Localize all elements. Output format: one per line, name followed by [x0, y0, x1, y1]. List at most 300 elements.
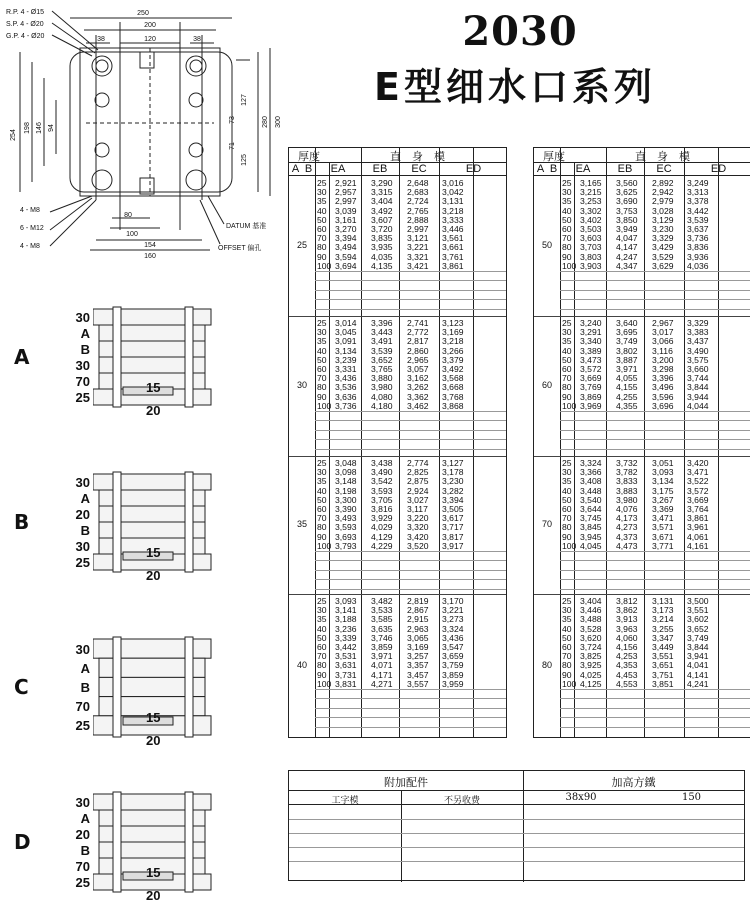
gp-label: G.P. 4 - Ø20 — [6, 33, 45, 40]
cell-eb: 4,080 — [371, 391, 393, 402]
dim-80: 80 — [124, 212, 132, 219]
cell-ed: 3,446 — [442, 224, 464, 234]
thickness-a-value: 60 — [541, 380, 552, 390]
cell-ea: 3,620 — [580, 632, 602, 643]
cell-ea: 3,969 — [580, 400, 602, 411]
dim-20: 20 — [146, 403, 161, 418]
col-header-ea: EA — [330, 163, 346, 175]
cell-ed: 3,736 — [687, 233, 709, 244]
plate-dimension: 30 — [75, 475, 90, 490]
price-row — [315, 262, 506, 271]
cell-eb: 4,229 — [371, 540, 393, 551]
cell-eb: 4,156 — [616, 642, 638, 652]
cell-eb: 3,887 — [616, 354, 638, 365]
plate-dimension: 20 — [75, 507, 90, 522]
cell-b: 35 — [317, 196, 327, 207]
cell-ed: 3,492 — [442, 364, 464, 374]
cell-ec: 2,819 — [407, 596, 429, 606]
cell-ea: 3,473 — [580, 354, 602, 365]
cell-ed: 3,717 — [442, 522, 464, 533]
cell-ed: 3,561 — [442, 233, 464, 244]
cell-ed: 3,282 — [442, 485, 464, 496]
plate-dimension: 30 — [75, 358, 90, 373]
cell-b: 35 — [317, 614, 327, 625]
cell-eb: 3,935 — [371, 242, 393, 253]
series-title: E型细水口系列 — [374, 65, 656, 109]
acc-height: 150 — [681, 792, 702, 803]
cell-ec: 2,867 — [407, 605, 429, 616]
cell-ec: 3,369 — [652, 504, 674, 514]
cell-b: 40 — [317, 345, 327, 356]
cell-eb: 3,443 — [371, 327, 393, 338]
dim-300: 300 — [275, 116, 282, 128]
cell-ea: 4,025 — [580, 669, 602, 680]
cell-ec: 2,774 — [407, 458, 429, 468]
cell-ed: 3,218 — [442, 205, 464, 216]
cell-ea: 3,803 — [580, 251, 602, 262]
cell-b: 90 — [562, 251, 572, 262]
cell-b: 60 — [562, 504, 572, 514]
cell-ec: 3,057 — [407, 364, 429, 374]
cell-ed: 4,241 — [687, 678, 709, 689]
cell-eb: 3,746 — [371, 632, 393, 643]
cell-ed: 3,505 — [442, 504, 464, 514]
plate-plan-drawing — [0, 0, 290, 260]
cell-eb: 3,652 — [371, 354, 393, 365]
body-mold-header: 直 身 模 — [635, 151, 690, 163]
cell-ed: 3,436 — [442, 632, 464, 643]
cell-ec: 3,255 — [652, 623, 674, 634]
cell-ea: 3,503 — [580, 224, 602, 234]
cell-ea: 3,239 — [335, 354, 357, 365]
cell-ec: 3,449 — [652, 642, 674, 652]
cell-ec: 3,162 — [407, 373, 429, 384]
cell-b: 80 — [562, 522, 572, 533]
cell-eb: 4,129 — [371, 531, 393, 542]
cell-b: 70 — [562, 233, 572, 244]
mold-side-view — [93, 790, 243, 900]
cell-ed: 3,394 — [442, 494, 464, 505]
cell-ea: 3,869 — [580, 391, 602, 402]
plate-dimension: 25 — [75, 390, 90, 405]
cell-ed: 3,539 — [687, 214, 709, 225]
cell-b: 70 — [562, 513, 572, 524]
cell-eb: 4,273 — [616, 522, 638, 533]
cell-ea: 3,253 — [580, 196, 602, 207]
body-mold-header: 直 身 模 — [390, 151, 445, 163]
cell-b: 25 — [562, 458, 572, 468]
cell-eb: 4,171 — [371, 669, 393, 680]
cell-ea: 3,536 — [335, 382, 357, 393]
cell-b: 80 — [562, 382, 572, 393]
cell-ed: 4,041 — [687, 660, 709, 671]
cell-ec: 3,116 — [652, 345, 673, 356]
cell-eb: 3,980 — [371, 382, 393, 393]
cell-ea: 3,636 — [335, 391, 357, 402]
cell-ed: 3,249 — [687, 178, 709, 188]
cell-eb: 3,396 — [371, 318, 393, 328]
mold-type-letter: A — [14, 345, 30, 369]
cell-ea: 3,644 — [580, 504, 602, 514]
cell-eb: 3,753 — [616, 205, 638, 216]
dim-100: 100 — [126, 231, 138, 238]
acc-charge: 不另收费 — [443, 796, 480, 806]
plate-dimension: 25 — [75, 555, 90, 570]
dim-15: 15 — [146, 545, 161, 560]
cell-ed: 3,660 — [687, 364, 709, 374]
cell-ea: 3,291 — [580, 327, 602, 338]
cell-ed: 3,218 — [442, 336, 464, 347]
cell-ec: 2,875 — [407, 476, 429, 487]
cell-ea: 3,572 — [580, 364, 602, 374]
cell-b: 35 — [562, 196, 572, 207]
cell-eb: 3,765 — [371, 364, 393, 374]
cell-ea: 2,921 — [335, 178, 357, 188]
cell-ec: 3,421 — [407, 260, 429, 271]
cell-ea: 3,745 — [580, 513, 602, 524]
cell-ed: 3,230 — [442, 476, 464, 487]
cell-ec: 2,967 — [652, 318, 674, 328]
cell-eb: 3,593 — [371, 485, 393, 496]
cell-eb: 4,173 — [616, 513, 638, 524]
cell-ed: 3,042 — [442, 187, 464, 198]
cell-eb: 4,147 — [616, 242, 638, 253]
cell-ec: 3,520 — [407, 540, 429, 551]
cell-ed: 3,668 — [442, 382, 464, 393]
dim-73: 73 — [229, 116, 236, 124]
cell-ea: 3,141 — [335, 605, 357, 616]
cell-ec: 3,173 — [652, 605, 674, 616]
dim-94: 94 — [48, 124, 55, 132]
cell-ea: 3,724 — [580, 642, 602, 652]
cell-ec: 3,429 — [652, 242, 674, 253]
plate-dimension: A — [80, 491, 90, 506]
cell-ea: 3,494 — [335, 242, 357, 253]
cell-ea: 3,302 — [580, 205, 602, 216]
cell-ec: 3,571 — [652, 522, 674, 533]
cell-ed: 3,959 — [442, 678, 464, 689]
cell-ea: 3,442 — [335, 642, 357, 652]
cell-b: 60 — [562, 224, 572, 234]
plate-dimension: B — [80, 523, 90, 538]
cell-ed: 4,061 — [687, 531, 709, 542]
cell-ec: 3,200 — [652, 354, 674, 365]
cell-b: 25 — [317, 178, 327, 188]
price-table-left — [288, 147, 507, 738]
cell-ea: 3,098 — [335, 467, 357, 478]
cell-eb: 3,705 — [371, 494, 393, 505]
cell-ec: 3,230 — [652, 224, 674, 234]
cell-eb: 3,607 — [371, 214, 393, 225]
price-table-right — [533, 147, 750, 738]
cell-ec: 2,772 — [407, 327, 429, 338]
cell-ec: 2,860 — [407, 345, 429, 356]
cell-b: 35 — [317, 476, 327, 487]
cell-eb: 4,347 — [616, 260, 638, 271]
cell-ea: 3,531 — [335, 651, 357, 662]
cell-ec: 3,028 — [652, 205, 674, 216]
cell-eb: 4,180 — [371, 400, 393, 411]
cell-ea: 3,488 — [580, 614, 602, 625]
cell-eb: 4,473 — [616, 540, 638, 551]
cell-ed: 3,941 — [687, 651, 709, 662]
plate-dimension: 20 — [75, 827, 90, 842]
cell-ec: 3,169 — [407, 642, 429, 652]
cell-b: 90 — [317, 669, 327, 680]
cell-ec: 3,066 — [652, 336, 674, 347]
cell-ed: 4,161 — [687, 540, 709, 551]
cell-ea: 3,693 — [335, 531, 357, 542]
cell-ec: 3,321 — [407, 251, 429, 262]
plate-dimension: 30 — [75, 641, 90, 657]
dim-198: 198 — [24, 122, 31, 134]
cell-ed: 3,637 — [687, 224, 709, 234]
cell-ed: 3,836 — [687, 242, 709, 253]
cell-eb: 3,802 — [616, 345, 638, 356]
cell-ed: 4,036 — [687, 260, 709, 271]
cell-ea: 3,093 — [335, 596, 357, 606]
cell-ed: 3,273 — [442, 614, 464, 625]
cell-ea: 3,340 — [580, 336, 602, 347]
cell-b: 50 — [562, 494, 572, 505]
cell-ec: 3,529 — [652, 251, 674, 262]
dim-127: 127 — [241, 94, 248, 106]
sp-label: S.P. 4 - Ø20 — [6, 21, 44, 28]
cell-ed: 3,859 — [442, 669, 464, 680]
cell-ec: 2,648 — [407, 178, 429, 188]
cell-ec: 3,262 — [407, 382, 429, 393]
cell-eb: 3,782 — [616, 467, 638, 478]
cell-ed: 3,471 — [687, 467, 709, 478]
cell-b: 25 — [317, 458, 327, 468]
cell-ed: 3,329 — [687, 318, 709, 328]
cell-eb: 3,720 — [371, 224, 393, 234]
col-header-a: A — [291, 163, 300, 175]
cell-b: 100 — [562, 678, 577, 689]
cell-eb: 3,732 — [616, 458, 638, 468]
acc-title-right: 加高方鐵 — [611, 776, 656, 789]
plate-dimension: A — [80, 326, 90, 341]
dim-125: 125 — [241, 154, 248, 166]
col-header-ed: ED — [465, 163, 482, 175]
cell-ed: 3,661 — [442, 242, 464, 253]
m12-label: 6 - M12 — [20, 225, 44, 232]
cell-ea: 3,793 — [335, 540, 357, 551]
cell-ec: 3,093 — [652, 467, 674, 478]
dim-38-right: 38 — [193, 36, 201, 43]
cell-ed: 3,817 — [442, 531, 464, 542]
cell-ea: 2,997 — [335, 196, 357, 207]
acc-size: 38x90 — [565, 792, 597, 803]
cell-ed: 3,868 — [442, 400, 464, 411]
cell-b: 30 — [562, 327, 572, 338]
cell-b: 35 — [562, 614, 572, 625]
catalog-code: 2030 — [462, 8, 578, 55]
thickness-a-value: 70 — [541, 519, 552, 529]
cell-eb: 3,625 — [616, 187, 638, 198]
cell-ea: 4,125 — [580, 678, 602, 689]
col-header-b: B — [304, 163, 313, 175]
cell-ec: 3,651 — [652, 660, 674, 671]
cell-ec: 2,825 — [407, 467, 429, 478]
rp-label: R.P. 4 - Ø15 — [6, 9, 45, 16]
cell-ed: 3,602 — [687, 614, 709, 625]
cell-b: 60 — [317, 642, 327, 652]
cell-ec: 3,267 — [652, 494, 674, 505]
cell-ed: 3,744 — [687, 373, 709, 384]
dim-38-left: 38 — [97, 36, 105, 43]
price-row — [315, 680, 506, 689]
cell-ec: 3,851 — [652, 678, 674, 689]
cell-eb: 3,949 — [616, 224, 638, 234]
plate-dimension: A — [80, 660, 90, 676]
cell-ed: 3,617 — [442, 513, 464, 524]
cell-ea: 3,165 — [580, 178, 602, 188]
cell-ec: 2,997 — [407, 224, 429, 234]
cell-b: 100 — [562, 400, 577, 411]
cell-ec: 3,320 — [407, 522, 429, 533]
cell-ec: 2,683 — [407, 187, 429, 198]
thickness-a-value: 35 — [296, 519, 307, 529]
dim-160: 160 — [144, 253, 156, 260]
col-header-ec: EC — [656, 163, 672, 175]
cell-ea: 3,331 — [335, 364, 357, 374]
cell-eb: 3,835 — [371, 233, 393, 244]
cell-ea: 3,448 — [580, 485, 602, 496]
cell-eb: 3,980 — [616, 494, 638, 505]
cell-ed: 3,944 — [687, 391, 709, 402]
cell-ea: 3,134 — [335, 345, 357, 356]
cell-b: 70 — [317, 651, 327, 662]
cell-b: 60 — [562, 364, 572, 374]
cell-b: 70 — [317, 373, 327, 384]
cell-ec: 3,551 — [652, 651, 674, 662]
cell-b: 60 — [317, 224, 327, 234]
dim-254: 254 — [10, 129, 17, 141]
cell-eb: 3,816 — [371, 504, 393, 514]
thickness-a-value: 25 — [296, 240, 307, 250]
cell-ec: 3,471 — [652, 513, 674, 524]
cell-b: 35 — [562, 476, 572, 487]
cell-b: 70 — [317, 513, 327, 524]
price-row — [315, 542, 506, 551]
cell-b: 25 — [562, 596, 572, 606]
cell-b: 50 — [317, 494, 327, 505]
cell-ed: 3,659 — [442, 651, 464, 662]
cell-eb: 4,247 — [616, 251, 638, 262]
plate-dimension: 70 — [75, 859, 90, 874]
dim-20: 20 — [146, 888, 161, 900]
thickness-header: 厚度 — [543, 151, 565, 163]
cell-eb: 3,438 — [371, 458, 393, 468]
cell-ed: 3,383 — [687, 327, 709, 338]
cell-b: 50 — [562, 214, 572, 225]
cell-eb: 3,290 — [371, 178, 393, 188]
cell-ed: 3,378 — [687, 196, 709, 207]
cell-ed: 3,768 — [442, 391, 464, 402]
cell-ea: 3,703 — [580, 242, 602, 253]
cell-b: 30 — [317, 605, 327, 616]
cell-eb: 4,255 — [616, 391, 638, 402]
cell-eb: 4,271 — [371, 678, 393, 689]
dim-200: 200 — [144, 22, 156, 29]
cell-ea: 3,594 — [335, 251, 357, 262]
cell-eb: 3,929 — [371, 513, 393, 524]
cell-eb: 3,850 — [616, 214, 638, 225]
cell-ea: 3,769 — [580, 382, 602, 393]
cell-b: 100 — [317, 260, 332, 271]
cell-b: 30 — [562, 187, 572, 198]
cell-eb: 4,353 — [616, 660, 638, 671]
cell-eb: 4,373 — [616, 531, 638, 542]
cell-ea: 3,925 — [580, 660, 602, 671]
cell-ec: 3,175 — [652, 485, 674, 496]
plate-dimension: 70 — [75, 374, 90, 389]
cell-eb: 3,635 — [371, 623, 393, 634]
cell-ea: 3,188 — [335, 614, 357, 625]
plate-dimension: 30 — [75, 539, 90, 554]
cell-ec: 2,765 — [407, 205, 429, 216]
cell-b: 50 — [562, 632, 572, 643]
cell-ea: 3,300 — [335, 494, 357, 505]
cell-ed: 3,572 — [687, 485, 709, 496]
cell-eb: 4,035 — [371, 251, 393, 262]
col-header-ec: EC — [411, 163, 427, 175]
cell-ea: 3,270 — [335, 224, 357, 234]
cell-ea: 3,831 — [335, 678, 357, 689]
cell-ea: 3,825 — [580, 651, 602, 662]
m8-top-label: 4 - M8 — [20, 207, 40, 214]
cell-ea: 3,402 — [580, 214, 602, 225]
cell-ed: 3,016 — [442, 178, 464, 188]
cell-ec: 3,214 — [652, 614, 674, 625]
cell-ec: 2,892 — [652, 178, 674, 188]
cell-eb: 3,585 — [371, 614, 393, 625]
cell-ed: 3,761 — [442, 251, 464, 262]
cell-b: 35 — [562, 336, 572, 347]
cell-ec: 3,134 — [652, 476, 674, 487]
cell-ec: 2,979 — [652, 196, 674, 207]
cell-ea: 3,408 — [580, 476, 602, 487]
cell-b: 80 — [317, 522, 327, 533]
cell-ed: 3,442 — [687, 205, 709, 216]
cell-eb: 3,533 — [371, 605, 393, 616]
cell-ec: 3,257 — [407, 651, 429, 662]
cell-b: 50 — [562, 354, 572, 365]
cell-ec: 2,942 — [652, 187, 674, 198]
acc-title-left: 附加配件 — [384, 776, 428, 789]
plate-dimension: A — [80, 811, 90, 826]
cell-ec: 3,027 — [407, 494, 429, 505]
dim-71: 71 — [229, 142, 236, 150]
cell-ea: 4,045 — [580, 540, 602, 551]
cell-ec: 3,671 — [652, 531, 674, 542]
cell-b: 100 — [317, 540, 332, 551]
mold-type-letter: B — [14, 510, 30, 534]
cell-eb: 3,491 — [371, 336, 393, 347]
cell-eb: 4,060 — [616, 632, 638, 643]
cell-eb: 3,640 — [616, 318, 638, 328]
cell-ed: 3,324 — [442, 623, 464, 634]
mold-type-letter: C — [14, 675, 29, 699]
cell-ea: 3,045 — [335, 327, 357, 338]
plate-dimension: B — [80, 843, 90, 858]
cell-ea: 3,014 — [335, 318, 357, 328]
cell-eb: 3,883 — [616, 485, 638, 496]
cell-ea: 3,048 — [335, 458, 357, 468]
cell-ea: 3,731 — [335, 669, 357, 680]
cell-eb: 3,695 — [616, 327, 638, 338]
